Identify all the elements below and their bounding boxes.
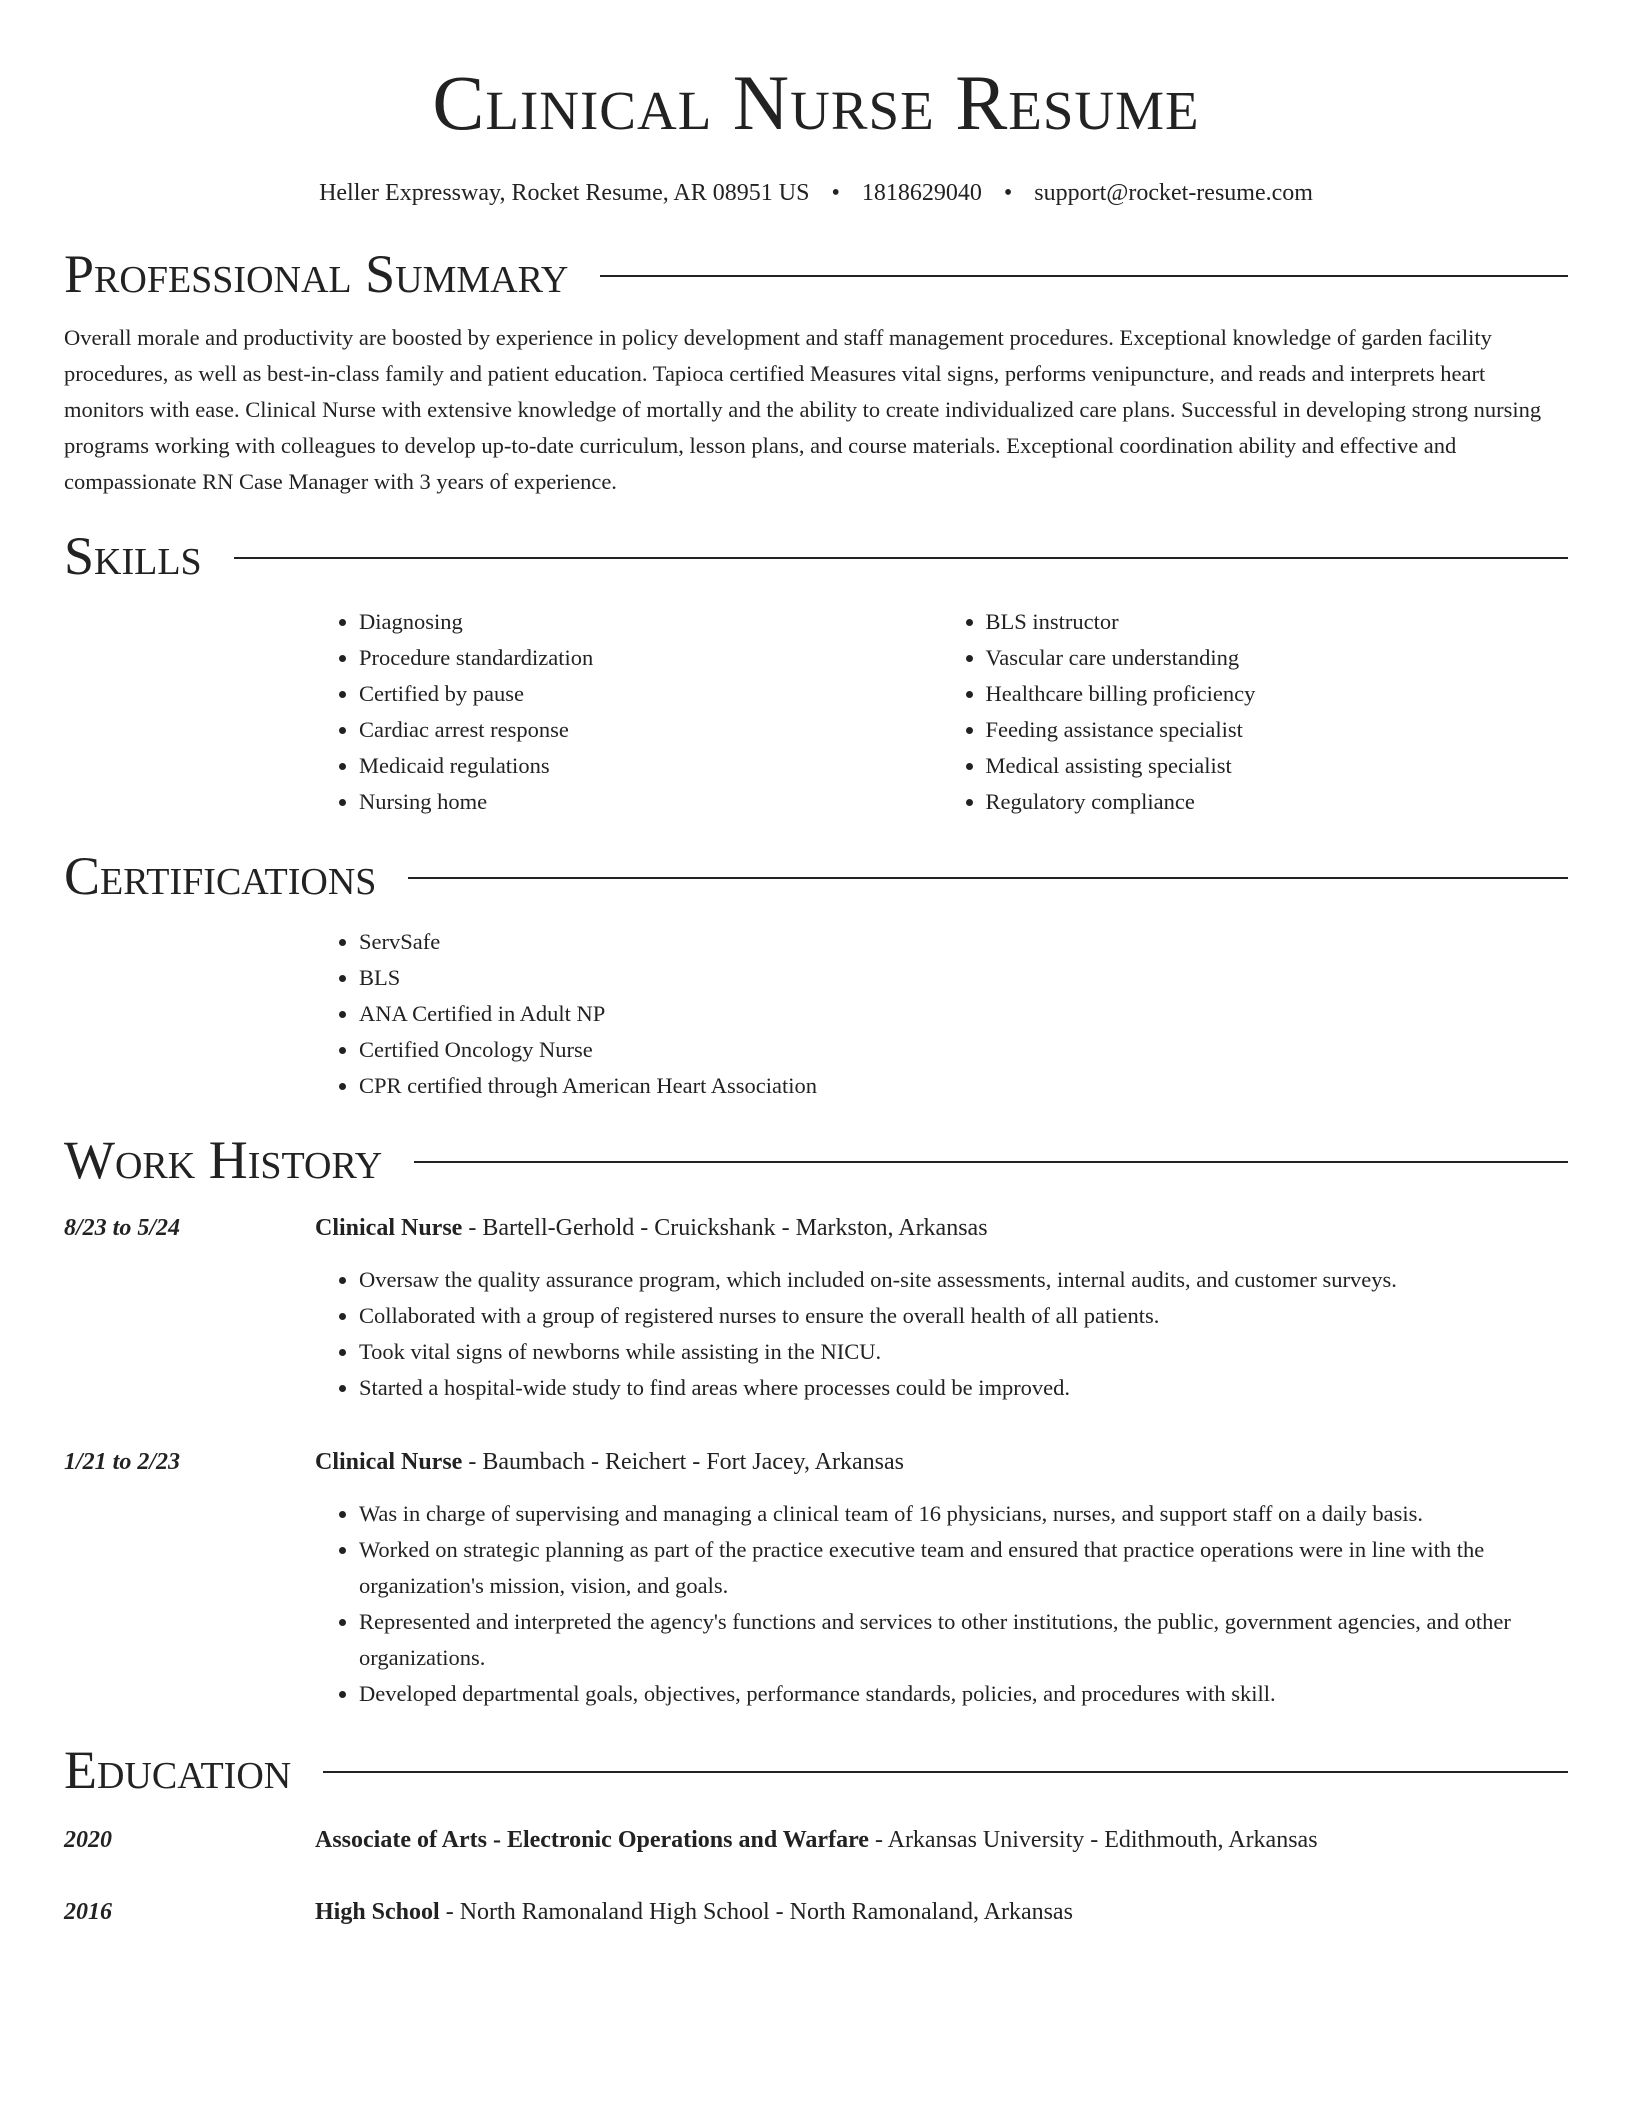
job-entry — [64, 1446, 1568, 1712]
skill-item: • Regulatory compliance — [986, 784, 1569, 820]
education-year: 2016 — [64, 1899, 112, 1925]
certifications-list — [315, 924, 1568, 1104]
education-entry — [64, 1824, 1568, 1856]
skill-item: • Vascular care understanding — [986, 640, 1569, 676]
job-bullets — [315, 1262, 1568, 1406]
job-entry — [64, 1212, 1568, 1406]
contact-address: Heller Expressway, Rocket Resume, AR 08951 US — [319, 180, 810, 206]
skill-item: • Medical assisting specialist — [986, 748, 1569, 784]
skill-item: • Certified by pause — [359, 676, 942, 712]
section-divider — [234, 557, 1568, 559]
skills-list — [315, 604, 1568, 820]
education-degree: High School — [315, 1899, 440, 1925]
work-heading: Work History — [64, 1130, 383, 1190]
contact-email: support@rocket-resume.com — [1034, 180, 1313, 206]
certifications-section-header — [64, 844, 1568, 908]
job-bullet: • Developed departmental goals, objectives, performance standards, policies, and procedures with skill. — [359, 1676, 1568, 1712]
job-title: Clinical Nurse — [315, 1215, 463, 1241]
job-title: Clinical Nurse — [315, 1449, 463, 1475]
education-year: 2020 — [64, 1827, 112, 1853]
summary-heading: Professional Summary — [64, 244, 569, 304]
skills-column-right — [942, 604, 1569, 820]
job-bullet: • Oversaw the quality assurance program, which included on-site assessments, internal audits, and customer surveys. — [359, 1262, 1568, 1298]
education-entry — [64, 1896, 1568, 1928]
education-degree: Associate of Arts - Electronic Operations and Warfare — [315, 1827, 869, 1853]
skills-heading: Skills — [64, 526, 202, 586]
job-details: - Bartell-Gerhold - Cruickshank - Markston, Arkansas — [462, 1215, 988, 1241]
skills-column-left — [315, 604, 942, 820]
section-divider — [600, 275, 1568, 277]
contact-phone: 1818629040 — [861, 180, 982, 206]
job-details: - Baumbach - Reichert - Fort Jacey, Arkansas — [462, 1449, 904, 1475]
certification-item: • BLS — [359, 960, 1568, 996]
education-section-header — [64, 1738, 1568, 1802]
education-details: - Arkansas University - Edithmouth, Arkansas — [868, 1827, 1318, 1853]
contact-line — [64, 178, 1568, 208]
contact-separator: • — [1003, 180, 1013, 206]
certifications-heading: Certifications — [64, 846, 377, 906]
job-bullet: • Started a hospital-wide study to find areas where processes could be improved. — [359, 1370, 1568, 1406]
skill-item: • Feeding assistance specialist — [986, 712, 1569, 748]
skill-item: • Medicaid regulations — [359, 748, 942, 784]
section-divider — [414, 1161, 1568, 1163]
work-section-header — [64, 1128, 1568, 1192]
education-heading: Education — [64, 1740, 292, 1800]
skill-item: • BLS instructor — [986, 604, 1569, 640]
skill-item: • Healthcare billing proficiency — [986, 676, 1569, 712]
job-bullet: • Represented and interpreted the agency's functions and services to other institutions, the public, government agencies, and other organizations. — [359, 1604, 1568, 1676]
certification-item: • ANA Certified in Adult NP — [359, 996, 1568, 1032]
summary-section-header — [64, 242, 1568, 306]
section-divider — [323, 1771, 1568, 1773]
skill-item: • Nursing home — [359, 784, 942, 820]
contact-separator: • — [831, 180, 840, 206]
resume-title: Clinical Nurse Resume — [432, 59, 1200, 146]
skill-item: • Diagnosing — [359, 604, 942, 640]
skill-item: • Cardiac arrest response — [359, 712, 942, 748]
certification-item: • ServSafe — [359, 924, 1568, 960]
job-bullets — [315, 1496, 1568, 1712]
job-bullet: • Took vital signs of newborns while assisting in the NICU. — [359, 1334, 1568, 1370]
certification-item: • Certified Oncology Nurse — [359, 1032, 1568, 1068]
section-divider — [408, 877, 1568, 879]
job-dates: 8/23 to 5/24 — [64, 1215, 181, 1241]
education-details: - North Ramonaland High School - North Ramonaland, Arkansas — [439, 1899, 1073, 1925]
job-bullet: • Was in charge of supervising and managing a clinical team of 16 physicians, nurses, and support staff on a daily basis. — [359, 1496, 1568, 1532]
certification-item: • CPR certified through American Heart Association — [359, 1068, 1568, 1104]
job-header — [64, 1446, 1568, 1478]
job-dates: 1/21 to 2/23 — [64, 1449, 181, 1475]
skill-item: • Procedure standardization — [359, 640, 942, 676]
job-bullet: • Worked on strategic planning as part of the practice executive team and ensured that practice operations were in line with the organization's mission, vision, and goals. — [359, 1532, 1568, 1604]
job-header — [64, 1212, 1568, 1244]
skills-section-header — [64, 524, 1568, 588]
summary-text: Overall morale and productivity are boosted by experience in policy development and staff management procedures. Exceptional knowledge of garden facility procedures, as well as best-in-class family and patient education. Tapioca certified Measures vital signs, performs venipuncture, and reads and interprets heart monitors with ease. Clinical Nurse with extensive knowledge of mortally and the ability to create individualized care plans. Successful in developing strong nursing programs working with colleagues to develop up-to-date curriculum, lesson plans, and course materials. Exceptional coordination ability and effective and compassionate RN Case Manager with 3 years of experience. — [64, 325, 1542, 494]
job-bullet: • Collaborated with a group of registered nurses to ensure the overall health of all patients. — [359, 1298, 1568, 1334]
